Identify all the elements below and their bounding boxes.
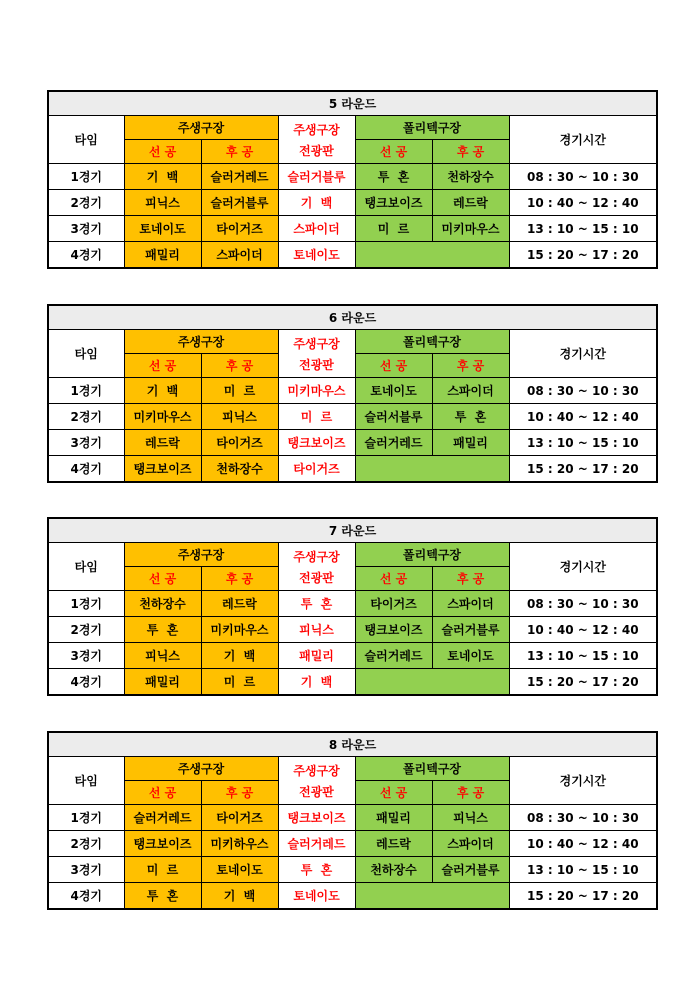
game-number: 4경기 [48, 883, 124, 910]
main-first-attack-header: 선 공 [124, 354, 201, 378]
poly-first-team: 레드락 [355, 831, 432, 857]
game-row [48, 242, 657, 269]
board-field-line2: 전광판 [299, 570, 334, 585]
main-second-team: 토네이도 [201, 857, 278, 883]
board-field-header [278, 330, 355, 378]
round-table [47, 304, 658, 483]
poly-first-team: 패밀리 [355, 805, 432, 831]
poly-second-attack-header: 후 공 [432, 781, 509, 805]
poly-second-team: 피닉스 [432, 805, 509, 831]
game-number: 1경기 [48, 164, 124, 190]
game-row [48, 164, 657, 190]
main-second-attack-header: 후 공 [201, 354, 278, 378]
poly-field-header: 폴리텍구장 [355, 330, 509, 354]
main-first-team: 피닉스 [124, 190, 201, 216]
poly-first-attack-header: 선 공 [355, 781, 432, 805]
game-row [48, 456, 657, 483]
match-time: 13 : 10 ~ 15 : 10 [509, 430, 657, 456]
round-title: 7 라운드 [48, 518, 657, 543]
main-second-team: 미 르 [201, 669, 278, 696]
poly-second-attack-header: 후 공 [432, 140, 509, 164]
board-field-line1: 주생구장 [293, 763, 340, 778]
round-title: 5 라운드 [48, 91, 657, 116]
main-second-attack-header: 후 공 [201, 781, 278, 805]
time-header: 타임 [48, 330, 124, 378]
game-row [48, 378, 657, 404]
poly-field-header: 폴리텍구장 [355, 757, 509, 781]
game-row [48, 857, 657, 883]
poly-field-header: 폴리텍구장 [355, 116, 509, 140]
match-time-header: 경기시간 [509, 757, 657, 805]
main-first-team: 기 백 [124, 164, 201, 190]
game-number: 2경기 [48, 190, 124, 216]
board-team: 토네이도 [278, 242, 355, 269]
main-second-team: 미 르 [201, 378, 278, 404]
match-time: 13 : 10 ~ 15 : 10 [509, 643, 657, 669]
poly-first-attack-header: 선 공 [355, 140, 432, 164]
poly-second-team: 슬러거블루 [432, 617, 509, 643]
main-field-header: 주생구장 [124, 116, 278, 140]
board-team: 투 혼 [278, 857, 355, 883]
main-second-attack-header: 후 공 [201, 140, 278, 164]
main-first-attack-header: 선 공 [124, 140, 201, 164]
game-number: 4경기 [48, 669, 124, 696]
match-time: 10 : 40 ~ 12 : 40 [509, 617, 657, 643]
poly-field-header: 폴리텍구장 [355, 543, 509, 567]
main-second-team: 슬러거레드 [201, 164, 278, 190]
main-first-attack-header: 선 공 [124, 567, 201, 591]
poly-first-team: 탱크보이즈 [355, 190, 432, 216]
game-row [48, 430, 657, 456]
board-field-line1: 주생구장 [293, 122, 340, 137]
poly-second-team: 스파이더 [432, 591, 509, 617]
time-header: 타임 [48, 543, 124, 591]
main-first-team: 기 백 [124, 378, 201, 404]
main-first-team: 피닉스 [124, 643, 201, 669]
match-time: 13 : 10 ~ 15 : 10 [509, 857, 657, 883]
poly-second-team: 슬러거블루 [432, 857, 509, 883]
match-time-header: 경기시간 [509, 330, 657, 378]
poly-second-team: 레드락 [432, 190, 509, 216]
board-field-line2: 전광판 [299, 143, 334, 158]
board-team: 스파이더 [278, 216, 355, 242]
board-team: 기 백 [278, 669, 355, 696]
board-field-line1: 주생구장 [293, 549, 340, 564]
match-time: 15 : 20 ~ 17 : 20 [509, 242, 657, 269]
match-time: 15 : 20 ~ 17 : 20 [509, 669, 657, 696]
game-row [48, 190, 657, 216]
poly-second-team: 투 혼 [432, 404, 509, 430]
poly-second-attack-header: 후 공 [432, 354, 509, 378]
board-field-header [278, 116, 355, 164]
poly-first-team: 탱크보이즈 [355, 617, 432, 643]
poly-empty-cell [355, 669, 509, 696]
poly-first-team: 슬러거레드 [355, 643, 432, 669]
board-field-header [278, 757, 355, 805]
main-first-team: 패밀리 [124, 242, 201, 269]
time-header: 타임 [48, 757, 124, 805]
board-team: 미 르 [278, 404, 355, 430]
poly-empty-cell [355, 456, 509, 483]
game-number: 3경기 [48, 430, 124, 456]
main-second-team: 피닉스 [201, 404, 278, 430]
board-team: 패밀리 [278, 643, 355, 669]
poly-second-team: 패밀리 [432, 430, 509, 456]
main-second-team: 기 백 [201, 643, 278, 669]
game-row [48, 216, 657, 242]
match-time: 08 : 30 ~ 10 : 30 [509, 378, 657, 404]
game-number: 1경기 [48, 805, 124, 831]
board-team: 투 혼 [278, 591, 355, 617]
main-second-team: 레드락 [201, 591, 278, 617]
poly-second-team: 스파이더 [432, 378, 509, 404]
poly-second-team: 스파이더 [432, 831, 509, 857]
main-first-team: 탱크보이즈 [124, 831, 201, 857]
board-field-line2: 전광판 [299, 357, 334, 372]
board-team: 미키마우스 [278, 378, 355, 404]
game-number: 3경기 [48, 643, 124, 669]
match-time-header: 경기시간 [509, 543, 657, 591]
main-first-attack-header: 선 공 [124, 781, 201, 805]
board-team: 타이거즈 [278, 456, 355, 483]
board-team: 토네이도 [278, 883, 355, 910]
match-time: 13 : 10 ~ 15 : 10 [509, 216, 657, 242]
game-row [48, 404, 657, 430]
board-field-line2: 전광판 [299, 784, 334, 799]
round-table [47, 731, 658, 910]
main-first-team: 투 혼 [124, 617, 201, 643]
main-first-team: 투 혼 [124, 883, 201, 910]
match-time: 15 : 20 ~ 17 : 20 [509, 883, 657, 910]
main-first-team: 슬러거레드 [124, 805, 201, 831]
poly-empty-cell [355, 883, 509, 910]
main-second-attack-header: 후 공 [201, 567, 278, 591]
main-second-team: 타이거즈 [201, 805, 278, 831]
main-field-header: 주생구장 [124, 543, 278, 567]
game-number: 3경기 [48, 857, 124, 883]
match-time: 08 : 30 ~ 10 : 30 [509, 164, 657, 190]
match-time: 08 : 30 ~ 10 : 30 [509, 805, 657, 831]
main-second-team: 타이거즈 [201, 216, 278, 242]
game-row [48, 643, 657, 669]
main-first-team: 탱크보이즈 [124, 456, 201, 483]
poly-first-team: 슬러거레드 [355, 430, 432, 456]
time-header: 타임 [48, 116, 124, 164]
match-time: 10 : 40 ~ 12 : 40 [509, 404, 657, 430]
board-team: 기 백 [278, 190, 355, 216]
poly-first-attack-header: 선 공 [355, 354, 432, 378]
poly-second-attack-header: 후 공 [432, 567, 509, 591]
poly-first-team: 슬러서블루 [355, 404, 432, 430]
poly-first-team: 미 르 [355, 216, 432, 242]
game-number: 1경기 [48, 591, 124, 617]
main-first-team: 미키마우스 [124, 404, 201, 430]
game-number: 4경기 [48, 242, 124, 269]
match-time: 10 : 40 ~ 12 : 40 [509, 190, 657, 216]
board-field-line1: 주생구장 [293, 336, 340, 351]
match-time: 15 : 20 ~ 17 : 20 [509, 456, 657, 483]
game-row [48, 883, 657, 910]
main-second-team: 타이거즈 [201, 430, 278, 456]
main-field-header: 주생구장 [124, 757, 278, 781]
poly-second-team: 미키마우스 [432, 216, 509, 242]
main-second-team: 미키하우스 [201, 831, 278, 857]
round-title: 8 라운드 [48, 732, 657, 757]
poly-empty-cell [355, 242, 509, 269]
game-number: 2경기 [48, 617, 124, 643]
round-title: 6 라운드 [48, 305, 657, 330]
game-row [48, 805, 657, 831]
main-first-team: 미 르 [124, 857, 201, 883]
main-first-team: 레드락 [124, 430, 201, 456]
main-second-team: 스파이더 [201, 242, 278, 269]
game-number: 3경기 [48, 216, 124, 242]
poly-first-attack-header: 선 공 [355, 567, 432, 591]
game-row [48, 669, 657, 696]
game-row [48, 831, 657, 857]
board-team: 슬러거블루 [278, 164, 355, 190]
game-row [48, 617, 657, 643]
board-team: 탱크보이즈 [278, 805, 355, 831]
game-number: 2경기 [48, 831, 124, 857]
match-time: 08 : 30 ~ 10 : 30 [509, 591, 657, 617]
board-team: 피닉스 [278, 617, 355, 643]
poly-first-team: 타이거즈 [355, 591, 432, 617]
match-time: 10 : 40 ~ 12 : 40 [509, 831, 657, 857]
main-first-team: 토네이도 [124, 216, 201, 242]
game-number: 1경기 [48, 378, 124, 404]
main-field-header: 주생구장 [124, 330, 278, 354]
poly-first-team: 토네이도 [355, 378, 432, 404]
main-second-team: 기 백 [201, 883, 278, 910]
match-time-header: 경기시간 [509, 116, 657, 164]
board-team: 슬러거레드 [278, 831, 355, 857]
game-number: 4경기 [48, 456, 124, 483]
game-row [48, 591, 657, 617]
poly-first-team: 투 혼 [355, 164, 432, 190]
main-second-team: 슬러거블루 [201, 190, 278, 216]
poly-second-team: 토네이도 [432, 643, 509, 669]
board-team: 탱크보이즈 [278, 430, 355, 456]
poly-second-team: 천하장수 [432, 164, 509, 190]
round-table [47, 90, 658, 269]
game-number: 2경기 [48, 404, 124, 430]
main-second-team: 천하장수 [201, 456, 278, 483]
main-first-team: 패밀리 [124, 669, 201, 696]
main-second-team: 미키마우스 [201, 617, 278, 643]
round-table [47, 517, 658, 696]
poly-first-team: 천하장수 [355, 857, 432, 883]
board-field-header [278, 543, 355, 591]
main-first-team: 천하장수 [124, 591, 201, 617]
